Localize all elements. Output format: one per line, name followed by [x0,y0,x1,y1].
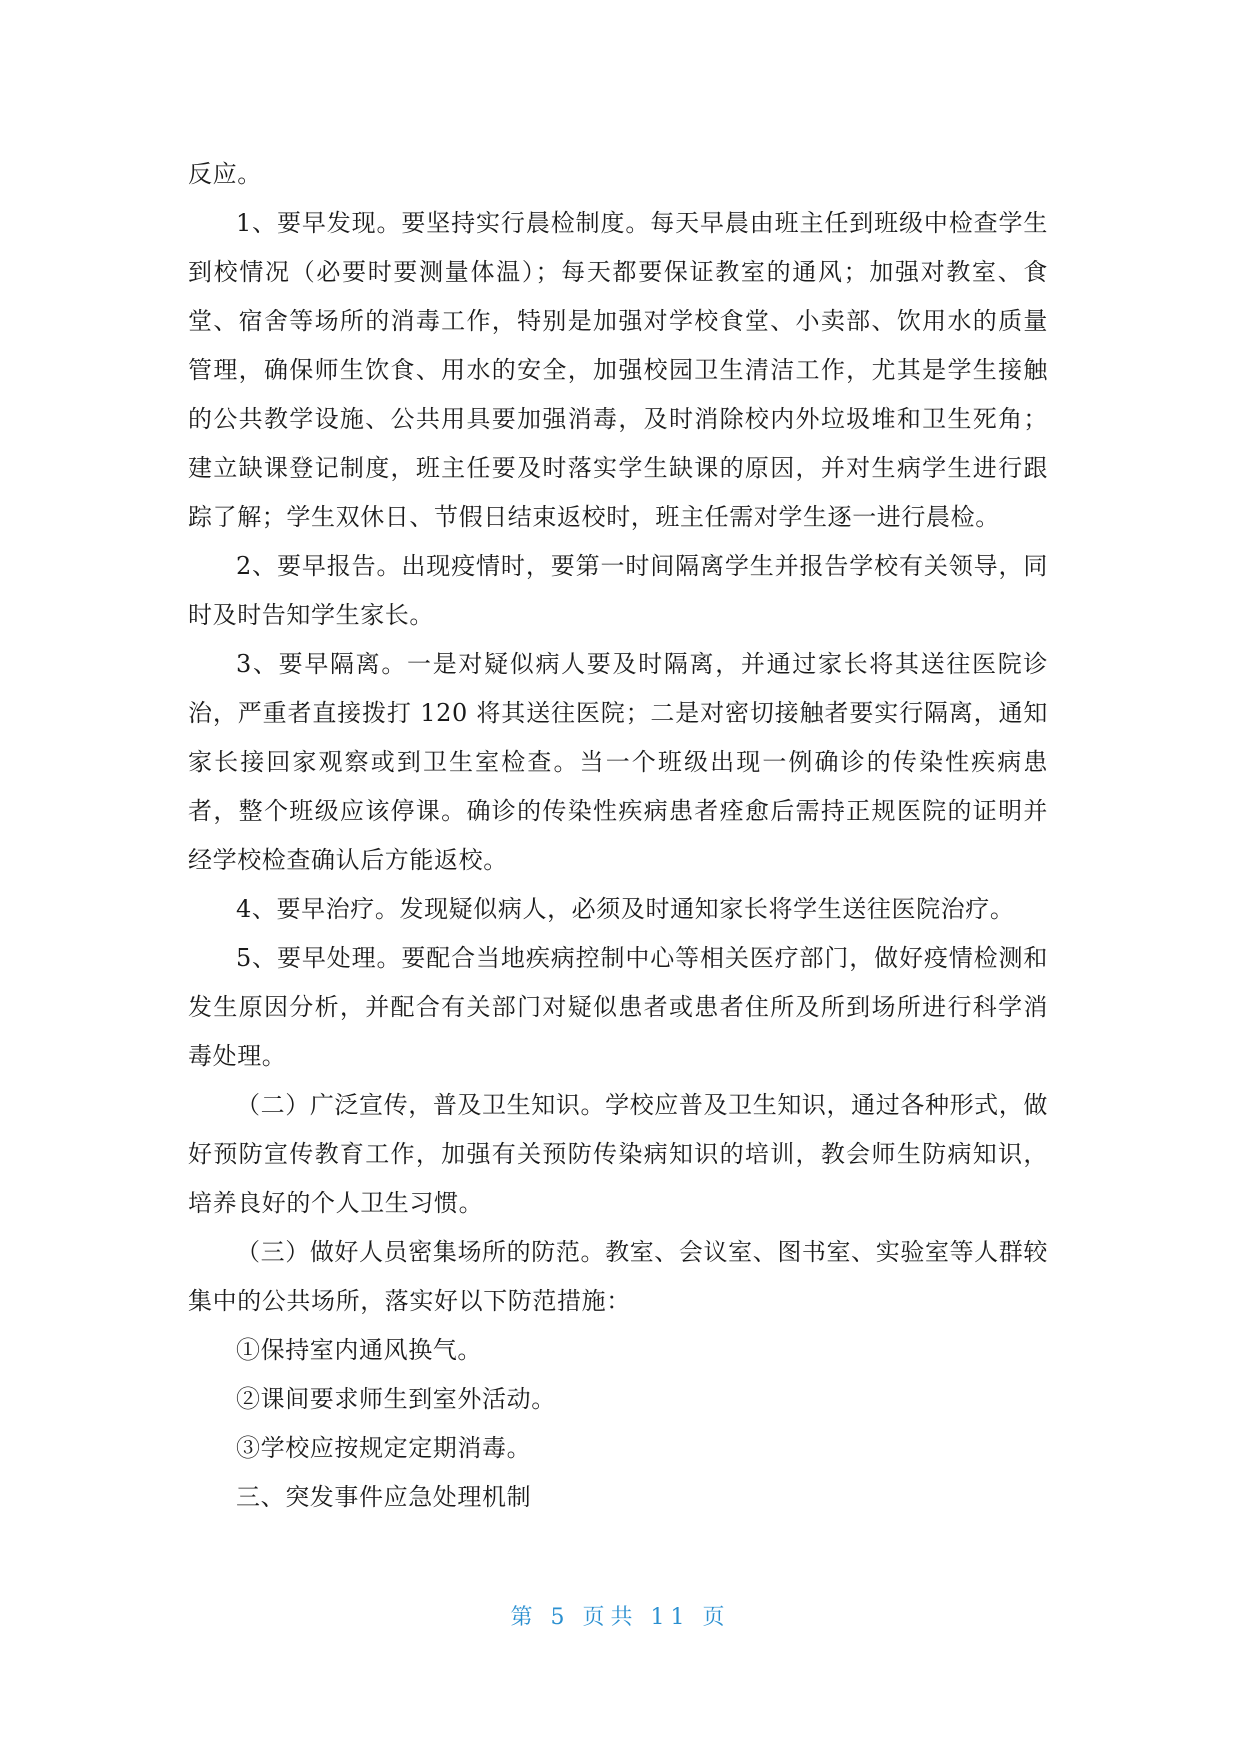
footer-total-pages: 11 [650,1605,691,1630]
paragraph-item-5: 5、要早处理。要配合当地疾病控制中心等相关医疗部门，做好疫情检测和发生原因分析，并配合有关部门对疑似患者或患者住所及所到场所进行科学消毒处理。 [188,944,1048,1070]
paragraph-item-1: 1、要早发现。要坚持实行晨检制度。每天早晨由班主任到班级中检查学生到校情况（必要时要测量体温）；每天都要保证教室的通风；加强对教室、食堂、宿舍等场所的消毒工作，特别是加强对学校食堂、小卖部、饮用水的质量管理，确保师生饮食、用水的安全，加强校园卫生清洁工作，尤其是学生接触的公共教学设施、公共用具要加强消毒，及时消除校内外垃圾堆和卫生死角；建立缺课登记制度，班主任要及时落实学生缺课的原因，并对生病学生进行跟踪了解；学生双休日、节假日结束返校时，班主任需对学生逐一进行晨检。 [188,209,1048,531]
measure-item-3: ③学校应按规定定期消毒。 [236,1434,532,1462]
paragraph-item-4: 4、要早治疗。发现疑似病人，必须及时通知家长将学生送往医院治疗。 [236,895,1015,923]
paragraph-section-2: （二）广泛宣传，普及卫生知识。学校应普及卫生知识，通过各种形式，做好预防宣传教育工作，加强有关预防传染病知识的培训，教会师生防病知识，培养良好的个人卫生习惯。 [188,1091,1048,1217]
document-body [188,150,1048,1522]
footer-page-number: 5 [550,1605,571,1630]
paragraph-item-2: 2、要早报告。出现疫情时，要第一时间隔离学生并报告学校有关领导，同时及时告知学生家长。 [188,552,1048,629]
footer-prefix: 第 [510,1605,539,1630]
footer-suffix: 页 [702,1605,731,1630]
paragraph-section-3: （三）做好人员密集场所的防范。教室、会议室、图书室、实验室等人群较集中的公共场所，落实好以下防范措施： [188,1238,1048,1315]
footer-middle: 页共 [582,1605,639,1630]
page-footer [0,1600,1241,1631]
section-heading: 三、突发事件应急处理机制 [236,1483,532,1511]
measure-item-1: ①保持室内通风换气。 [236,1336,482,1364]
paragraph-item-3: 3、要早隔离。一是对疑似病人要及时隔离，并通过家长将其送往医院诊治，严重者直接拨打 120 将其送往医院；二是对密切接触者要实行隔离，通知家长接回家观察或到卫生室检查。当一个班级出现一例确诊的传染性疾病患者，整个班级应该停课。确诊的传染性疾病患者痊愈后需持正规医院的证明并经学校检查确认后方能返校。 [188,650,1048,874]
measure-item-2: ②课间要求师生到室外活动。 [236,1385,556,1413]
paragraph-continuation: 反应。 [188,160,262,188]
